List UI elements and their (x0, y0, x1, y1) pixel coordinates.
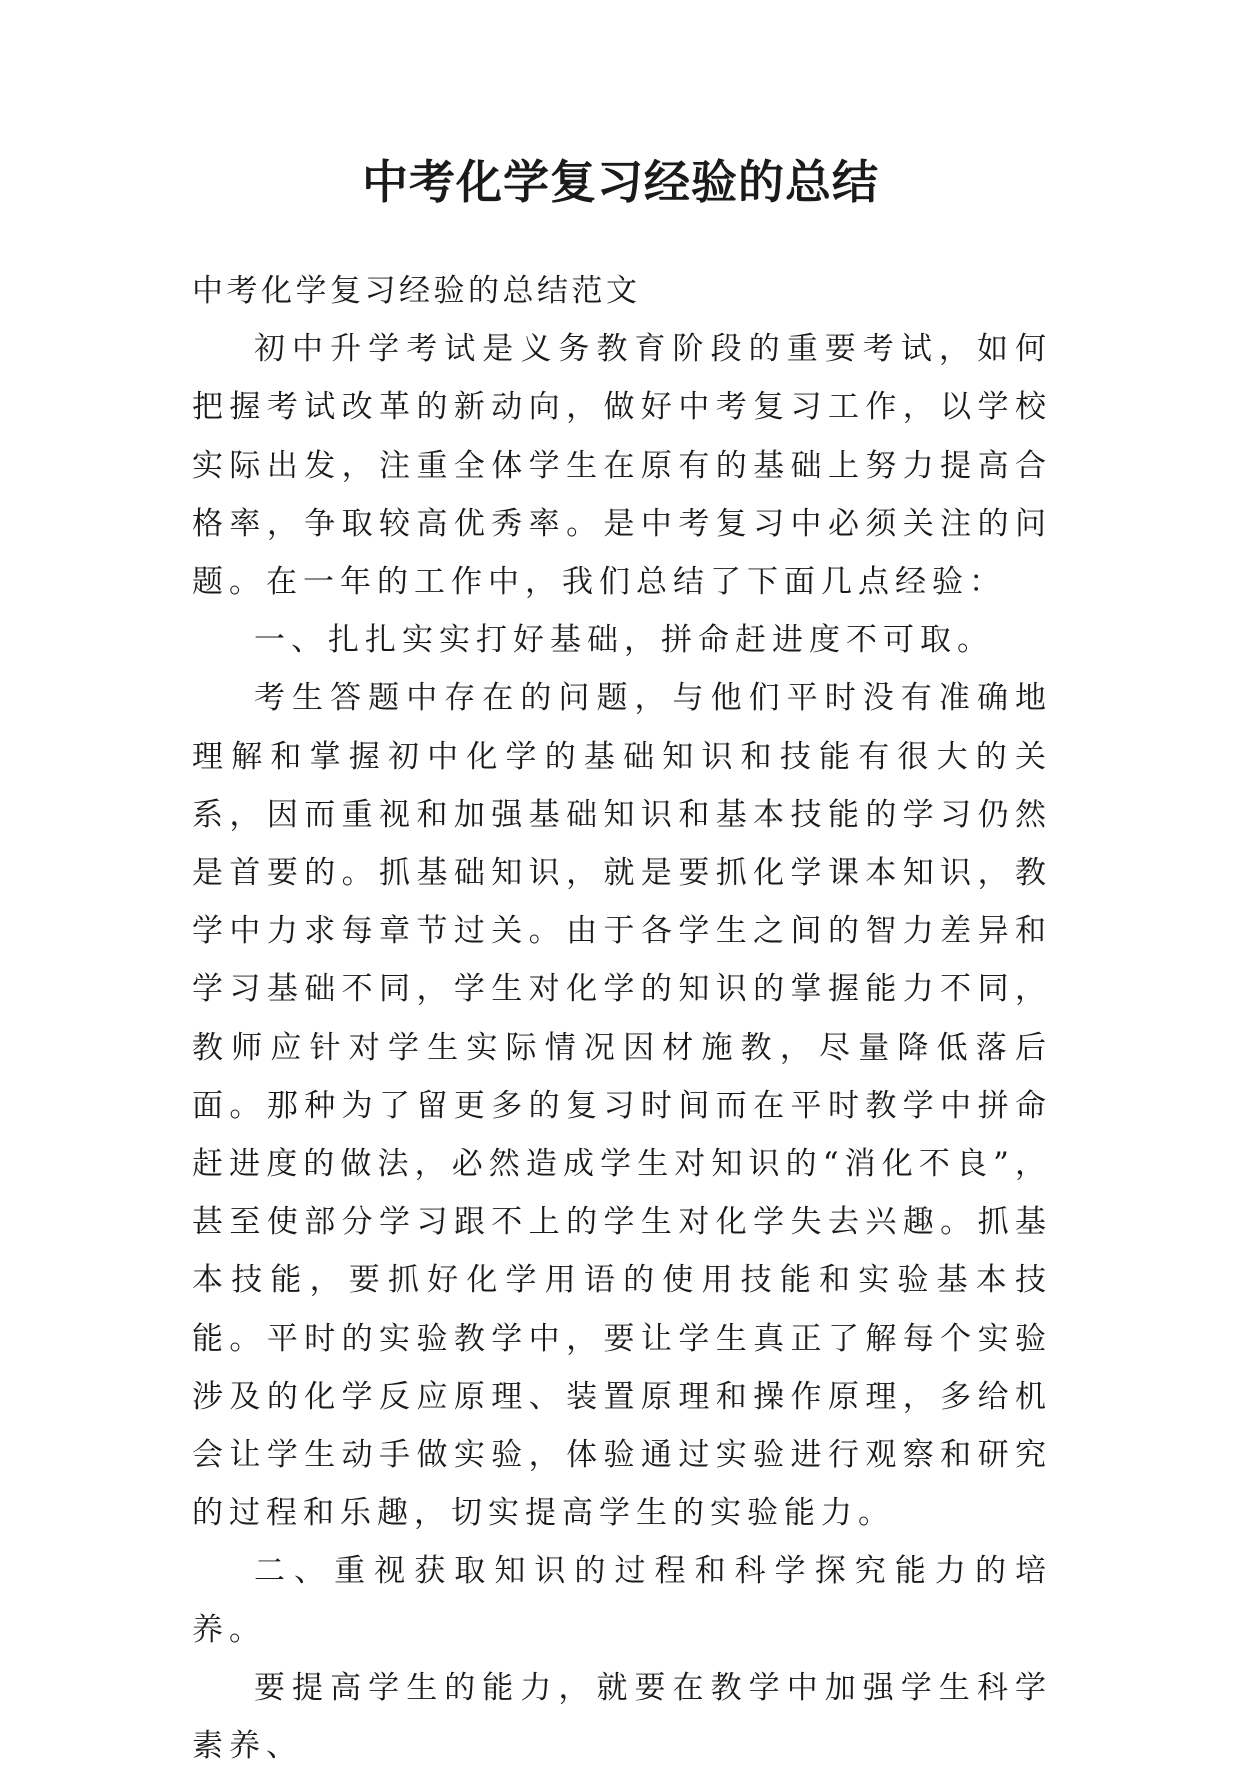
paragraph-section-2: 要提高学生的能力，就要在教学中加强学生科学素养、 (192, 1669, 1052, 1765)
section-heading-2: 二、重视获取知识的过程和科学探究能力的培养。 (192, 1553, 1052, 1648)
paragraph-section-1: 考生答题中存在的问题，与他们平时没有准确地理解和掌握初中化学的基础知识和技能有很大的关系，因而重视和加强基础知识和基本技能的学习仍然是首要的。抓基础知识，就是要抓化学课本知识，教学中力求每章节过关。由于各学生之间的智力差异和学习基础不同，学生对化学的知识的掌握能力不同，教师应针对学生实际情况因材施教，尽量降低落后面。那种为了留更多的复习时间而在平时教学中拼命赶进度的做法，必然造成学生对知识的“消化不良”，甚至使部分学习跟不上的学生对化学失去兴趣。抓基本技能，要抓好化学用语的使用技能和实验基本技能。平时的实验教学中，要让学生真正了解每个实验涉及的化学反应原理、装置原理和操作原理，多给机会让学生动手做实验，体验通过实验进行观察和研究的过程和乐趣，切实提高学生的实验能力。 (192, 680, 1052, 1532)
section-heading-1: 一、扎扎实实打好基础，拼命赶进度不可取。 (254, 622, 994, 659)
document-subtitle: 中考化学复习经验的总结范文 (192, 273, 641, 309)
document-title: 中考化学复习经验的总结 (362, 155, 879, 209)
document-body (192, 262, 1052, 1775)
paragraph-intro: 初中升学考试是义务教育阶段的重要考试，如何把握考试改革的新动向，做好中考复习工作，以学校实际出发，注重全体学生在原有的基础上努力提高合格率，争取较高优秀率。是中考复习中必须关注的问题。在一年的工作中，我们总结了下面几点经验： (192, 331, 1052, 601)
